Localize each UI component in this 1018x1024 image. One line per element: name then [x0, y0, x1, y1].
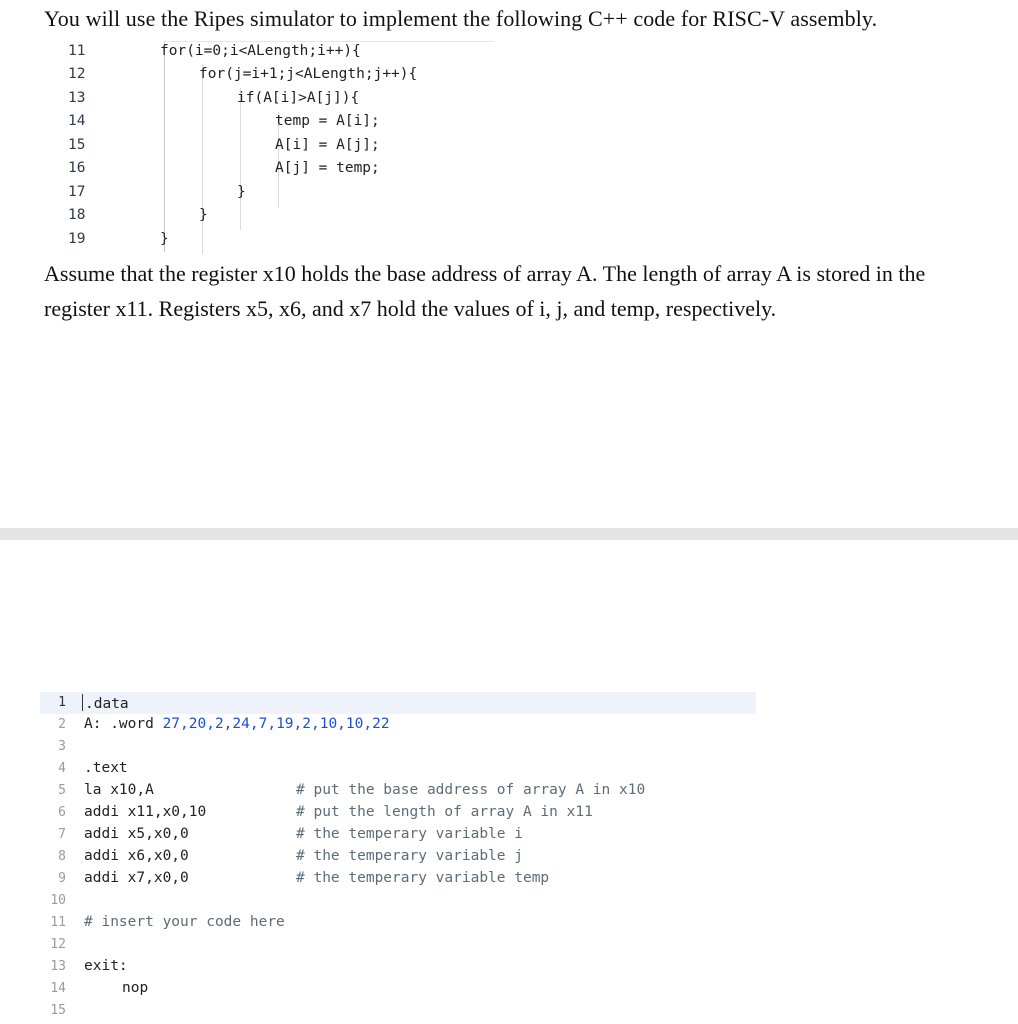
- editor-line[interactable]: [40, 802, 756, 824]
- code-text: la x10,A: [84, 782, 154, 798]
- gutter-divider: [164, 42, 165, 252]
- line-number: 10: [50, 893, 66, 908]
- line-number: 7: [58, 827, 66, 842]
- text-cursor: [82, 694, 83, 711]
- line-number: 17: [68, 184, 86, 200]
- line-number: 16: [68, 160, 86, 176]
- line-number: 11: [68, 43, 86, 59]
- array-values: 27,20,2,24,7,19,2,10,10,22: [162, 716, 390, 732]
- line-number: 19: [68, 231, 86, 247]
- code-line: }: [199, 207, 208, 223]
- code-text: [82, 694, 129, 712]
- line-number: 15: [68, 137, 86, 153]
- editor-line[interactable]: [40, 846, 756, 868]
- line-number: 13: [50, 959, 66, 974]
- data-directive: .data: [85, 696, 129, 712]
- code-line: A[i] = A[j];: [275, 137, 380, 153]
- intro-text: You will use the Ripes simulator to implement the following C++ code for RISC-V assembly.: [44, 6, 878, 31]
- line-number: 5: [58, 783, 66, 798]
- code-text: nop: [122, 980, 149, 996]
- editor-line[interactable]: [40, 978, 756, 1000]
- editor-line[interactable]: [40, 868, 756, 890]
- code-text: addi x5,x0,0: [84, 826, 189, 842]
- code-text: exit:: [84, 958, 128, 974]
- line-number: 13: [68, 90, 86, 106]
- line-number: 1: [58, 695, 66, 710]
- assembly-editor[interactable]: [40, 692, 756, 1024]
- assumption-paragraph: Assume that the register x10 holds the base address of array A. The length of array A is stored in the register x11. Registers x5, x6, and x7 hold the values of i, j, and temp, respectively.: [44, 261, 926, 321]
- line-number: 4: [58, 761, 66, 776]
- editor-line[interactable]: [40, 692, 756, 714]
- editor-line[interactable]: [40, 758, 756, 780]
- code-comment: # the temperary variable temp: [296, 870, 550, 886]
- line-number: 18: [68, 207, 86, 223]
- code-line: A[j] = temp;: [275, 160, 380, 176]
- line-number: 14: [68, 113, 86, 129]
- code-line: }: [237, 184, 246, 200]
- line-number: 12: [50, 937, 66, 952]
- line-number: 8: [58, 849, 66, 864]
- indent-guide: [202, 64, 203, 254]
- cpp-code-block: [40, 40, 490, 254]
- line-number: 3: [58, 739, 66, 754]
- code-comment: # put the length of array A in x11: [296, 804, 593, 820]
- line-number: 12: [68, 66, 86, 82]
- code-top-rule: [164, 41, 494, 42]
- code-comment: # the temperary variable j: [296, 848, 523, 864]
- line-number: 2: [58, 717, 66, 732]
- code-line: }: [160, 231, 169, 247]
- editor-line[interactable]: [40, 934, 756, 956]
- code-text: [84, 716, 390, 732]
- code-line: temp = A[i];: [275, 113, 380, 129]
- editor-line[interactable]: [40, 714, 756, 736]
- array-label: A: .word: [84, 716, 163, 732]
- code-comment: # put the base address of array A in x10: [296, 782, 646, 798]
- code-line: if(A[i]>A[j]){: [237, 90, 360, 106]
- code-comment: # insert your code here: [84, 914, 285, 930]
- code-line: for(i=0;i<ALength;i++){: [160, 43, 361, 59]
- line-number: 9: [58, 871, 66, 886]
- line-number: 14: [50, 981, 66, 996]
- code-text: .text: [84, 760, 128, 776]
- editor-line[interactable]: [40, 890, 756, 912]
- editor-line[interactable]: [40, 1000, 756, 1022]
- code-text: addi x11,x0,10: [84, 804, 207, 820]
- code-comment: # the temperary variable i: [296, 826, 523, 842]
- editor-line[interactable]: [40, 780, 756, 802]
- indent-guide: [240, 88, 241, 230]
- line-number: 11: [50, 915, 66, 930]
- code-line: for(j=i+1;j<ALength;j++){: [199, 66, 418, 82]
- line-number: 6: [58, 805, 66, 820]
- editor-line[interactable]: [40, 824, 756, 846]
- code-text: addi x7,x0,0: [84, 870, 189, 886]
- editor-line[interactable]: [40, 736, 756, 758]
- editor-line[interactable]: [40, 956, 756, 978]
- section-divider: [0, 528, 1018, 540]
- code-text: addi x6,x0,0: [84, 848, 189, 864]
- line-number: 15: [50, 1003, 66, 1018]
- editor-line[interactable]: [40, 912, 756, 934]
